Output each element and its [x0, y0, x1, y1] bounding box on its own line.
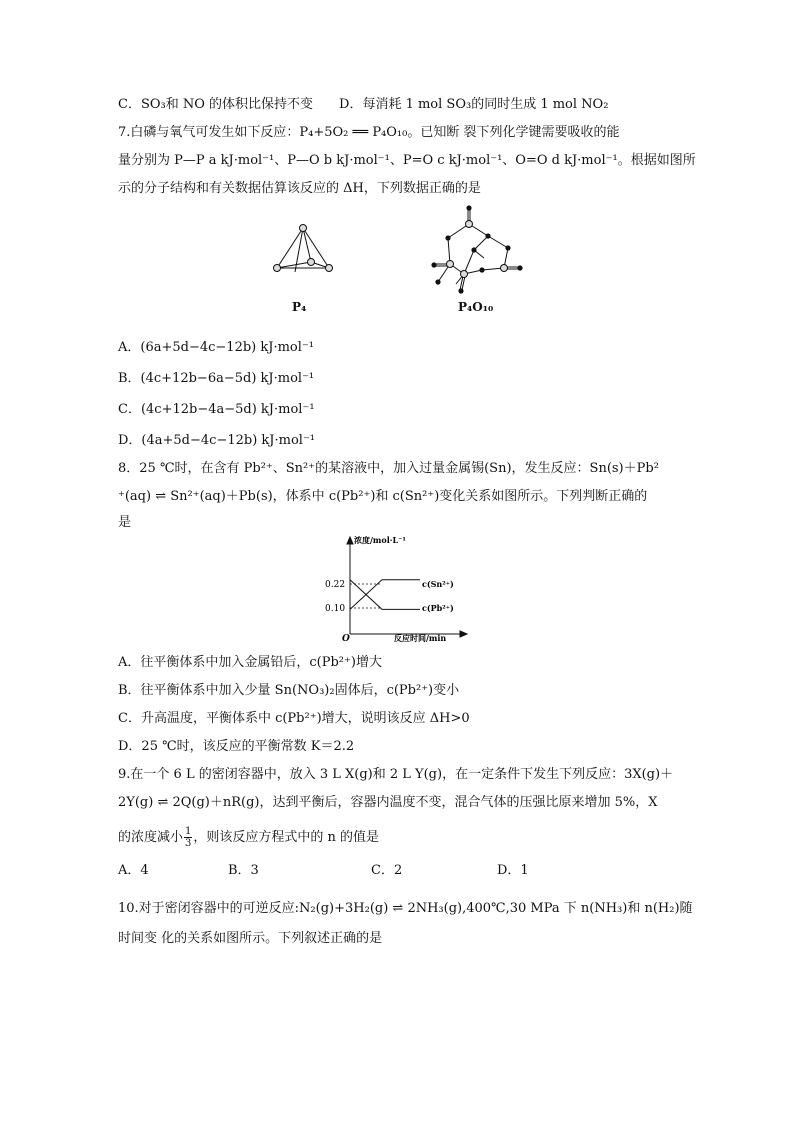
- q7-stem-1: 7.白磷与氧气可发生如下反应：P₄+5O₂ ══ P₄O₁₀。已知断 裂下列化学键需要吸收的能: [118, 125, 620, 140]
- q8-option-b: B．往平衡体系中加入少量 Sn(NO₃)₂固体后，c(Pb²⁺)变小: [118, 683, 460, 698]
- q9-option-c: C．2: [371, 863, 403, 878]
- q8-stem-2: ⁺(aq) ⇌ Sn²⁺(aq)＋Pb(s)，体系中 c(Pb²⁺)和 c(Sn²⁺)变化关系如图所示。下列判断正确的: [118, 489, 648, 504]
- q9-frac-den: 3: [185, 838, 192, 849]
- q9-fraction: [184, 826, 192, 849]
- q9-stem-3a: 的浓度减小: [118, 830, 184, 845]
- p4o10-label: P₄O₁₀: [458, 300, 494, 314]
- q9-stem-3b: ，则该反应方程式中的 n 的值是: [193, 830, 380, 845]
- q8-option-d: D．25 ℃时，该反应的平衡常数 K＝2.2: [118, 739, 355, 754]
- p4o10-molecule-figure: [426, 202, 538, 298]
- chart-xlabel: 反应时间/min: [394, 633, 447, 643]
- q7-option-d: D．(4a+5d−4c−12b) kJ·mol⁻¹: [118, 433, 316, 448]
- q8-stem-3: 是: [118, 515, 132, 530]
- q9-stem-1: 9.在一个 6 L 的密闭容器中，放入 3 L X(g)和 2 L Y(g)，在一定条件下发生下列反应：3X(g)＋: [118, 767, 674, 782]
- q9-frac-num: 1: [185, 826, 192, 837]
- series-sn-line: [350, 580, 420, 610]
- q10-stem-2: 时间变 化的关系如图所示。下列叙述正确的是: [118, 931, 383, 946]
- legend-sn: c(Sn²⁺): [422, 579, 454, 589]
- p4-label: P₄: [292, 300, 307, 314]
- q7-stem-3: 示的分子结构和有关数据估算该反应的 ΔH，下列数据正确的是: [118, 181, 481, 196]
- ytick-0.22: 0.22: [325, 580, 346, 590]
- chart-origin: O: [342, 634, 350, 644]
- q8-option-a: A．往平衡体系中加入金属铅后，c(Pb²⁺)增大: [118, 655, 382, 670]
- q7-stem-2: 量分别为 P—P a kJ·mol⁻¹、P—O b kJ·mol⁻¹、P=O c kJ·mol⁻¹、O=O d kJ·mol⁻¹。根据如图所: [118, 153, 696, 168]
- y-axis-arrow: [347, 537, 353, 544]
- q8-option-c: C．升高温度，平衡体系中 c(Pb²⁺)增大，说明该反应 ΔH>0: [118, 711, 470, 726]
- q9-option-d: D．1: [497, 863, 529, 878]
- legend-pb: c(Pb²⁺): [422, 603, 454, 613]
- q7-option-b: B．(4c+12b−6a−5d) kJ·mol⁻¹: [118, 371, 315, 386]
- ytick-0.10: 0.10: [325, 604, 346, 614]
- q9-stem-2: 2Y(g) ⇌ 2Q(g)＋nR(g)，达到平衡后，容器内温度不变，混合气体的压强比原来增加 5%，X: [118, 795, 658, 810]
- chart-ylabel: 浓度/mol·L⁻¹: [354, 535, 406, 545]
- p4-molecule-figure: [265, 222, 345, 280]
- q9-option-a: A．4: [118, 863, 149, 878]
- series-pb-line: [350, 580, 420, 610]
- q10-stem-1: 10.对于密闭容器中的可逆反应:N₂(g)+3H₂(g) ⇌ 2NH₃(g),400℃,30 MPa 下 n(NH₃)和 n(H₂)随: [118, 901, 693, 916]
- q8-stem-1: 8．25 ℃时，在含有 Pb²⁺、Sn²⁺的某溶液中，加入过量金属锡(Sn)，发生反应：Sn(s)＋Pb²: [118, 461, 659, 476]
- q7-option-a: A．(6a+5d−4c−12b) kJ·mol⁻¹: [118, 340, 314, 355]
- concentration-chart: [322, 534, 472, 646]
- q7-option-c: C．(4c+12b−4a−5d) kJ·mol⁻¹: [118, 402, 315, 417]
- x-axis-arrow: [460, 631, 467, 637]
- q6-options-cd: C．SO₃和 NO 的体积比保持不变 D．每消耗 1 mol SO₃的同时生成 1 mol NO₂: [118, 97, 609, 112]
- q9-option-b: B．3: [228, 863, 259, 878]
- q9-stem-3: [118, 826, 379, 849]
